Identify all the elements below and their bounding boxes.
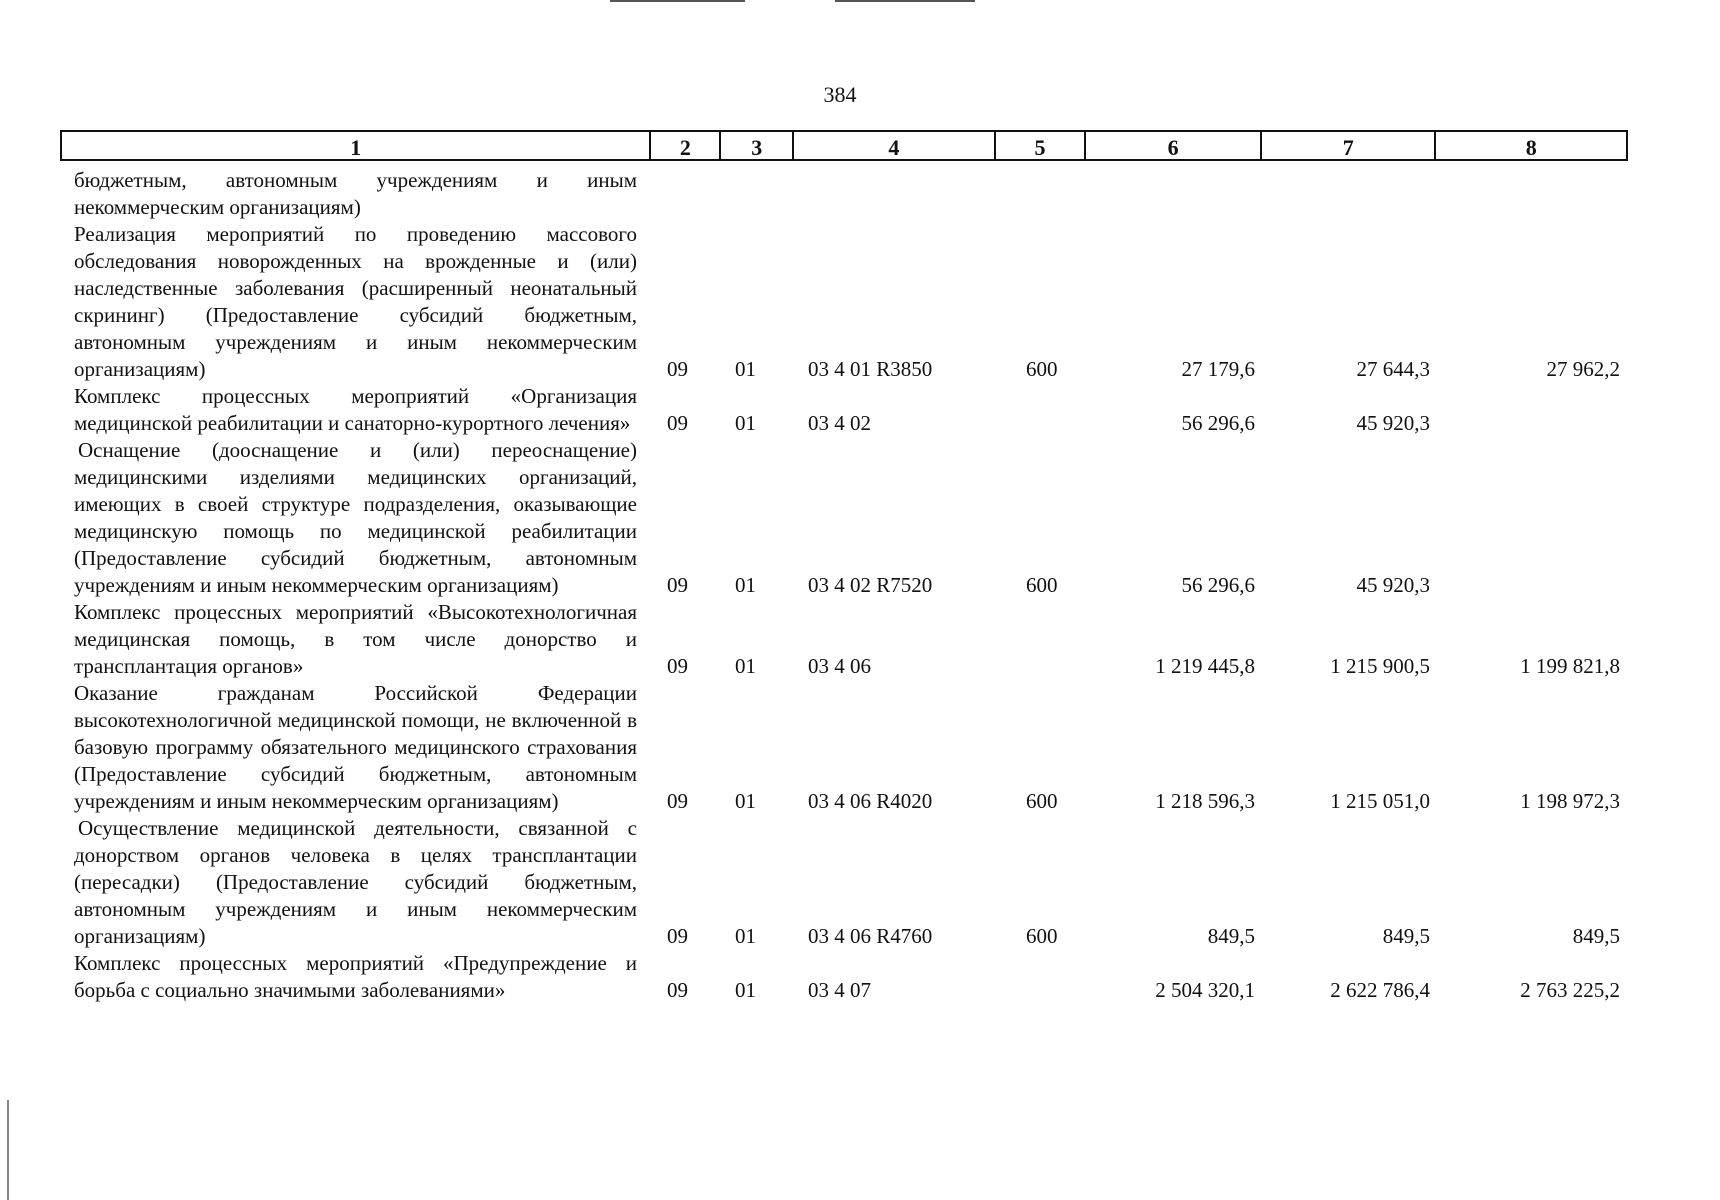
cell-expense-type: 600 [1026,357,1058,381]
cell-amount-8: 27 962,2 [1546,357,1620,381]
cell-amount-6: 56 296,6 [1181,411,1255,435]
column-header-5: 5 [996,132,1087,159]
cell-amount-6: 56 296,6 [1181,573,1255,597]
cell-section: 09 [667,654,688,678]
cell-amount-6: 849,5 [1207,924,1255,948]
scan-edge-mark [835,0,975,2]
cell-amount-8: 1 198 972,3 [1520,789,1620,813]
row-description: Оказание гражданам Российской Федерации высокотехнологичной медицинской помощи, не включенной в базовую программу обязательного медицинского страхования (Предоставление субсидий бюджетным, автономным учреждениям и иным некоммерческим организациям) [74,681,637,813]
row-description: Оснащение (дооснащение и (или) переоснащение) медицинскими изделиями медицинских организаций, имеющих в своей структуре подразделения, оказывающие медицинскую помощь по медицинской реабилитации (Предоставление субсидий бюджетным, автономным учреждениям и иным некоммерческим организациям) [74,438,637,597]
table-row [60,599,1628,680]
cell-section: 09 [667,411,688,435]
scan-side-mark [7,1100,9,1200]
cell-amount-7: 45 920,3 [1356,411,1430,435]
scan-edge-mark [610,0,745,2]
cell-section: 09 [667,573,688,597]
cell-amount-6: 1 218 596,3 [1155,789,1255,813]
cell-subsection: 01 [735,978,756,1002]
cell-amount-6: 2 504 320,1 [1155,978,1255,1002]
row-description: Осуществление медицинской деятельности, связанной с донорством органов человека в целях трансплантации (пересадки) (Предоставление субсидий бюджетным, автономным учреждениям и иным некоммерческим организациям) [74,816,637,948]
cell-target-code: 03 4 06 R4020 [808,789,933,813]
cell-amount-6: 1 219 445,8 [1155,654,1255,678]
row-description: Реализация мероприятий по проведению массового обследования новорожденных на врожденные и (или) наследственные заболевания (расширенный неонатальный скрининг) (Предоставление субсидий бюджетным, автономным учреждениям и иным некоммерческим организациям) [74,222,637,381]
cell-amount-7: 849,5 [1382,924,1430,948]
cell-subsection: 01 [735,411,756,435]
table-row [60,437,1628,599]
cell-amount-7: 27 644,3 [1356,357,1430,381]
cell-amount-7: 2 622 786,4 [1330,978,1430,1002]
table-row [60,221,1628,383]
cell-amount-8: 1 199 821,8 [1520,654,1620,678]
cell-subsection: 01 [735,789,756,813]
row-description: бюджетным, автономным учреждениям и иным некоммерческим организациям) [74,168,637,219]
table-row [60,383,1628,437]
column-header-3: 3 [721,132,794,159]
cell-amount-7: 1 215 900,5 [1330,654,1430,678]
cell-expense-type: 600 [1026,789,1058,813]
cell-amount-7: 1 215 051,0 [1330,789,1430,813]
cell-amount-7: 45 920,3 [1356,573,1430,597]
table-row [60,167,1628,221]
cell-target-code: 03 4 02 [808,411,871,435]
row-description: Комплекс процессных мероприятий «Предупреждение и борьба с социально значимыми заболеваниями» [74,951,637,1002]
cell-subsection: 01 [735,573,756,597]
cell-target-code: 03 4 06 R4760 [808,924,933,948]
cell-target-code: 03 4 02 R7520 [808,573,933,597]
row-description: Комплекс процессных мероприятий «Высокотехнологичная медицинская помощь, в том числе донорство и трансплантация органов» [74,600,637,678]
table-header [60,130,1628,161]
cell-expense-type: 600 [1026,573,1058,597]
cell-subsection: 01 [735,357,756,381]
cell-target-code: 03 4 07 [808,978,871,1002]
cell-expense-type: 600 [1026,924,1058,948]
cell-section: 09 [667,789,688,813]
column-header-7: 7 [1262,132,1437,159]
cell-section: 09 [667,978,688,1002]
column-header-8: 8 [1525,135,1537,160]
row-description: Комплекс процессных мероприятий «Организация медицинской реабилитации и санаторно-курортного лечения» [74,384,637,435]
column-header-1: 1 [62,132,651,159]
page-number: 384 [823,82,857,107]
cell-section: 09 [667,357,688,381]
column-header-4: 4 [794,132,995,159]
column-header-6: 6 [1086,132,1262,159]
table-row [60,815,1628,950]
cell-subsection: 01 [735,924,756,948]
table-row [60,680,1628,815]
cell-amount-8: 849,5 [1572,924,1620,948]
cell-subsection: 01 [735,654,756,678]
cell-target-code: 03 4 01 R3850 [808,357,933,381]
cell-target-code: 03 4 06 [808,654,871,678]
table-body [60,167,1628,1004]
column-header-2: 2 [651,132,721,159]
cell-amount-8: 2 763 225,2 [1520,978,1620,1002]
table-row [60,950,1628,1004]
cell-section: 09 [667,924,688,948]
cell-amount-6: 27 179,6 [1181,357,1255,381]
